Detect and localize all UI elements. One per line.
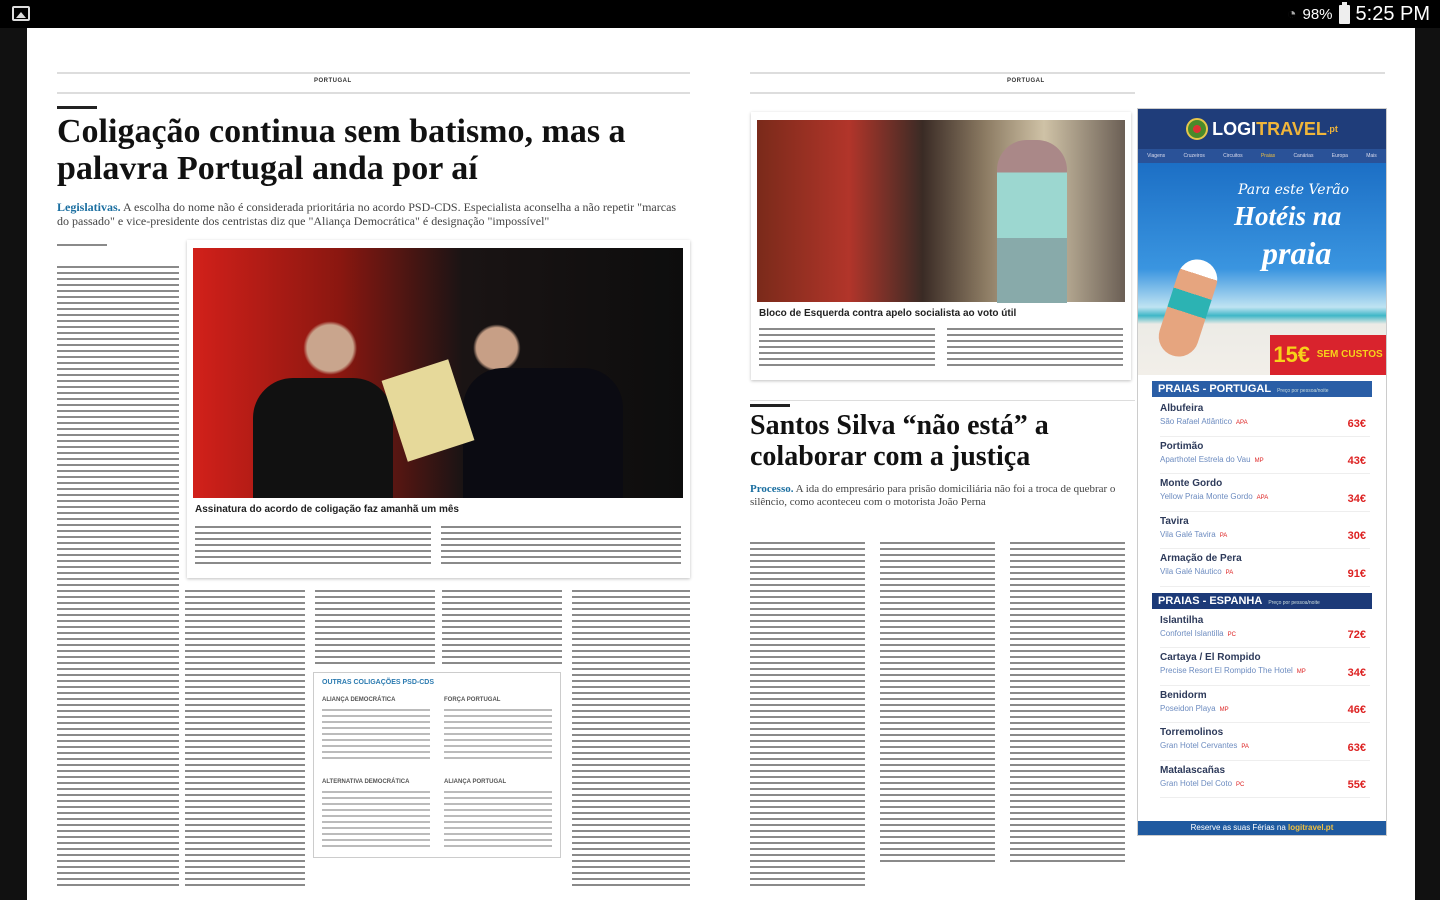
ad-hotel-item[interactable] xyxy=(1160,512,1370,550)
section-label: PORTUGAL xyxy=(1007,78,1045,84)
story-header xyxy=(57,106,690,228)
ad-section-header: PRAIAS - PORTUGAL Preço por pessoa/noite xyxy=(1152,381,1372,397)
headline[interactable]: Santos Silva “não está” a colaborar com a justiça xyxy=(750,410,1049,472)
price: 63€ xyxy=(1347,417,1366,430)
hotel: Precise Resort El Rompido The Hotel MP xyxy=(1160,666,1306,675)
photo-bloco[interactable] xyxy=(757,120,1125,302)
headline[interactable]: Coligação continua sem batismo, mas a palavra Portugal anda por aí xyxy=(57,113,626,188)
ad-section-header: PRAIAS - ESPANHA Preço por pessoa/noite xyxy=(1152,593,1372,609)
hotel: São Rafael Atlântico APA xyxy=(1160,417,1248,426)
ad-price-badge: 15€ SEM CUSTOS xyxy=(1270,335,1386,375)
photo-signing[interactable] xyxy=(193,248,683,498)
sidebox-item: ALTERNATIVA DEMOCRÁTICA xyxy=(322,779,410,785)
newspaper-spread[interactable] xyxy=(27,28,1415,900)
wifi-icon: ◔ xyxy=(1286,5,1297,23)
sidebox-other-coalitions xyxy=(313,672,561,858)
ad-nav: Viagens Cruzeiros Circuitos Praias Canárias Europa Mais xyxy=(1138,149,1386,163)
globe-icon xyxy=(1186,118,1208,140)
deck-text: A escolha do nome não é considerada prioritária no acordo PSD-CDS. Especialista aconselha a não repetir "marcas do passado" e vice-presidente dos centristas diz que "Aliança Democrática" é designação "impossível" xyxy=(57,199,677,228)
hotel: Gran Hotel Cervantes PA xyxy=(1160,741,1249,750)
city: Albufeira xyxy=(1160,403,1204,414)
hotel: Poseidon Playa MP xyxy=(1160,703,1229,713)
clock: 5:25 PM xyxy=(1355,3,1430,25)
deck-text: A ida do empresário para prisão domiciliária não foi a troca de quebrar o silêncio, como aconteceu com o motorista João Perna xyxy=(750,482,1116,508)
price: 34€ xyxy=(1347,666,1366,679)
status-bar xyxy=(0,0,1440,28)
deck-kicker: Legislativas. xyxy=(57,199,121,214)
city: Armação de Pera xyxy=(1160,553,1242,564)
ad-hero: Para este Verão Hotéis na praia 15€ SEM CUSTOS xyxy=(1138,163,1386,375)
ad-hotel-item[interactable] xyxy=(1160,437,1370,475)
city: Portimão xyxy=(1160,440,1204,452)
hotel: Vila Galé Náutico PA xyxy=(1160,567,1234,576)
logitravel-ad[interactable] xyxy=(1137,108,1387,836)
ad-logo[interactable]: LOGI TRAVEL .pt xyxy=(1138,109,1386,149)
deck xyxy=(750,483,1130,509)
city: Tavira xyxy=(1160,515,1189,527)
story-header xyxy=(750,404,1132,509)
photo-caption: Bloco de Esquerda contra apelo socialista ao voto útil xyxy=(759,308,1017,319)
hotel: Aparthotel Estrela do Vau MP xyxy=(1160,454,1264,464)
headline-bar xyxy=(750,404,790,407)
price: 30€ xyxy=(1347,530,1366,542)
price: 43€ xyxy=(1347,455,1366,467)
ad-hotel-item[interactable] xyxy=(1160,723,1370,761)
city: Benidorm xyxy=(1160,689,1207,701)
battery-percent: 98% xyxy=(1302,6,1333,23)
ad-hotel-item[interactable] xyxy=(1160,648,1370,686)
hotel: Confortel Islantilla PC xyxy=(1160,628,1236,638)
price: 91€ xyxy=(1347,567,1366,580)
hotel: Vila Galé Tavira PA xyxy=(1160,529,1228,539)
ad-hotel-item[interactable] xyxy=(1160,686,1370,724)
ad-hotel-item[interactable] xyxy=(1160,761,1370,799)
city: Islantilha xyxy=(1160,614,1204,626)
city: Matalascañas xyxy=(1160,764,1226,776)
photo-card xyxy=(751,112,1131,380)
right-page xyxy=(745,28,1415,900)
city: Monte Gordo xyxy=(1160,478,1223,489)
hotel: Yellow Praia Monte Gordo APA xyxy=(1160,492,1269,501)
price: 34€ xyxy=(1347,492,1366,505)
gallery-icon xyxy=(12,6,30,21)
deck xyxy=(57,200,687,228)
photo-card xyxy=(187,240,690,578)
city: Cartaya / El Rompido xyxy=(1160,652,1261,663)
city: Torremolinos xyxy=(1160,727,1224,738)
price: 63€ xyxy=(1347,741,1366,754)
price: 72€ xyxy=(1347,629,1366,641)
section-label: PORTUGAL xyxy=(314,78,352,84)
hotel: Gran Hotel Del Coto PC xyxy=(1160,778,1245,788)
price: 46€ xyxy=(1347,704,1366,716)
headline-bar xyxy=(57,106,97,109)
ad-hotel-item[interactable] xyxy=(1160,549,1370,587)
photo-caption: Assinatura do acordo de coligação faz amanhã um mês xyxy=(195,504,459,515)
body-column xyxy=(57,264,179,888)
ad-footer-link[interactable]: Reserve as suas Férias na logitravel.pt xyxy=(1138,821,1386,835)
price: 55€ xyxy=(1347,779,1366,791)
sidebox-title: OUTRAS COLIGAÇÕES PSD-CDS xyxy=(322,679,435,686)
sidebox-item: ALIANÇA DEMOCRÁTICA xyxy=(322,697,396,703)
sidebox-item: ALIANÇA PORTUGAL xyxy=(444,779,507,785)
sidebox-item: FORÇA PORTUGAL xyxy=(444,697,501,703)
left-page xyxy=(27,28,717,900)
deck-kicker: Processo. xyxy=(750,482,794,495)
ad-hotel-item[interactable] xyxy=(1160,399,1370,437)
battery-icon xyxy=(1339,5,1350,24)
ad-hotel-item[interactable] xyxy=(1160,474,1370,512)
ad-hotel-item[interactable] xyxy=(1160,611,1370,649)
